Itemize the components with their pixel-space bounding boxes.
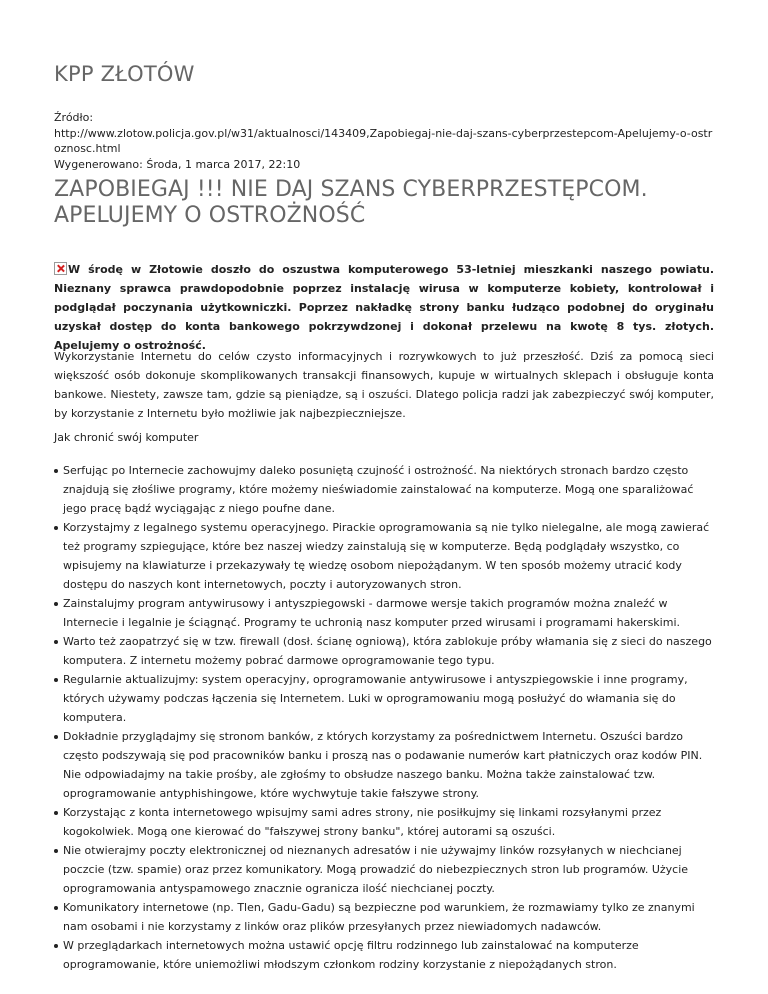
generated-date: Wygenerowano: Środa, 1 marca 2017, 22:10 [54, 157, 301, 171]
list-item: Korzystając z konta internetowego wpisujmy sami adres strony, nie posiłkujmy się linkami rozsyłanymi przez kogokolwiek. Mogą one kierować do "fałszywej strony banku", której autorami są oszuści. [54, 803, 714, 841]
site-title: KPP ZŁOTÓW [54, 62, 195, 86]
list-item: Nie otwierajmy poczty elektronicznej od nieznanych adresatów i nie używajmy linków rozsyłanych w niechcianej poczcie (tzw. spamie) oraz przez komunikatory. Mogą prowadzić do niebezpiecznych stron lub programów. Użycie oprogramowania antyspamowego znacznie ogranicza ilość niechcianej poczty. [54, 841, 714, 898]
source-info [54, 110, 714, 172]
article-intro: Wykorzystanie Internetu do celów czysto informacyjnych i rozrywkowych to już przeszłość. Dziś za pomocą sieci większość osób dokonuje skomplikowanych transakcji finansowych, kupuje w wirtualnych sklepach i obsługuje konta bankowe. Niestety, zawsze tam, gdzie są pieniądze, są i oszuści. Dlatego policja radzi jak zabezpieczyć swój komputer, by korzystanie z Internetu było możliwie jak najbezpieczniejsze. [54, 350, 714, 420]
broken-image-icon [54, 262, 67, 275]
article-title: ZAPOBIEGAJ !!! NIE DAJ SZANS CYBERPRZESTĘPCOM. APELUJEMY O OSTROŻNOŚĆ [54, 177, 648, 228]
list-item: Warto też zaopatrzyć się w tzw. firewall (dosł. ścianę ogniową), która zablokuje próby włamania się z sieci do naszego komputera. Z internetu możemy pobrać darmowe oprogramowanie tego typu. [54, 632, 714, 670]
list-item: Korzystajmy z legalnego systemu operacyjnego. Pirackie oprogramowania są nie tylko nielegalne, ale mogą zawierać też programy szpiegujące, które bez naszej wiedzy zainstalują się w komputerze. Będą podglądały wszystko, co wpisujemy na klawiaturze i przekazywały tę wiedzę osobom niepożądanym. W ten sposób możemy utracić kody dostępu do naszych kont internetowych, poczty i autoryzowanych stron. [54, 518, 714, 594]
list-item: W przeglądarkach internetowych można ustawić opcję filtru rodzinnego lub zainstalować na komputerze oprogramowanie, które uniemożliwi młodszym członkom rodziny korzystanie z niepożądanych stron. [54, 936, 714, 974]
section-heading: Jak chronić swój komputer [54, 431, 199, 444]
article-lead [54, 260, 714, 355]
list-item: Zainstalujmy program antywirusowy i antyszpiegowski - darmowe wersje takich programów można znaleźć w Internecie i legalnie je ściągnąć. Programy te uchronią nasz komputer przed wirusami i programami hakerskimi. [54, 594, 714, 632]
list-item: Komunikatory internetowe (np. Tlen, Gadu-Gadu) są bezpieczne pod warunkiem, że rozmawiamy tylko ze znanymi nam osobami i nie korzystamy z linków oraz plików przesyłanych przez niewiadomych nadawców. [54, 898, 714, 936]
list-item: Serfując po Internecie zachowujmy daleko posuniętą czujność i ostrożność. Na niektórych stronach bardzo często znajdują się złośliwe programy, które możemy nieświadomie zainstalować na komputerze. Mogą one sparaliżować jego pracę bądź wyciągając z niego poufne dane. [54, 461, 714, 518]
list-item: Regularnie aktualizujmy: system operacyjny, oprogramowanie antywirusowe i antyszpiegowskie i inne programy, których używamy podczas łączenia się Internetem. Luki w oprogramowaniu mogą posłużyć do włamania się do komputera. [54, 670, 714, 727]
source-label: Źródło: [54, 111, 94, 124]
source-url: http://www.zlotow.policja.gov.pl/w31/aktualnosci/143409,Zapobiegaj-nie-daj-szans-cyberprzestepcom-Apelujemy-o-ostroznosc.html [54, 126, 713, 155]
tips-list [54, 461, 714, 974]
list-item: Dokładnie przyglądajmy się stronom banków, z których korzystamy za pośrednictwem Internetu. Oszuści bardzo często podszywają się pod pracowników banku i proszą nas o podawanie numerów kart płatniczych oraz kodów PIN. Nie odpowiadajmy na takie prośby, ale zgłośmy to obsłudze naszego banku. Można także zainstalować tzw. oprogramowanie antyphishingowe, które wychwytuje takie fałszywe strony. [54, 727, 714, 803]
article-lead-text: W środę w Złotowie doszło do oszustwa komputerowego 53-letniej mieszkanki naszego powiatu. Nieznany sprawca prawdopodobnie poprzez instalację wirusa w komputerze kobiety, kontrolował i podglądał poczynania użytkowniczki. Poprzez nakładkę strony banku łudząco podobnej do oryginału uzyskał dostęp do konta bankowego pokrzywdzonej i dokonał przelewu na kwotę 8 tys. złotych. Apelujemy o ostrożność. [54, 263, 714, 352]
